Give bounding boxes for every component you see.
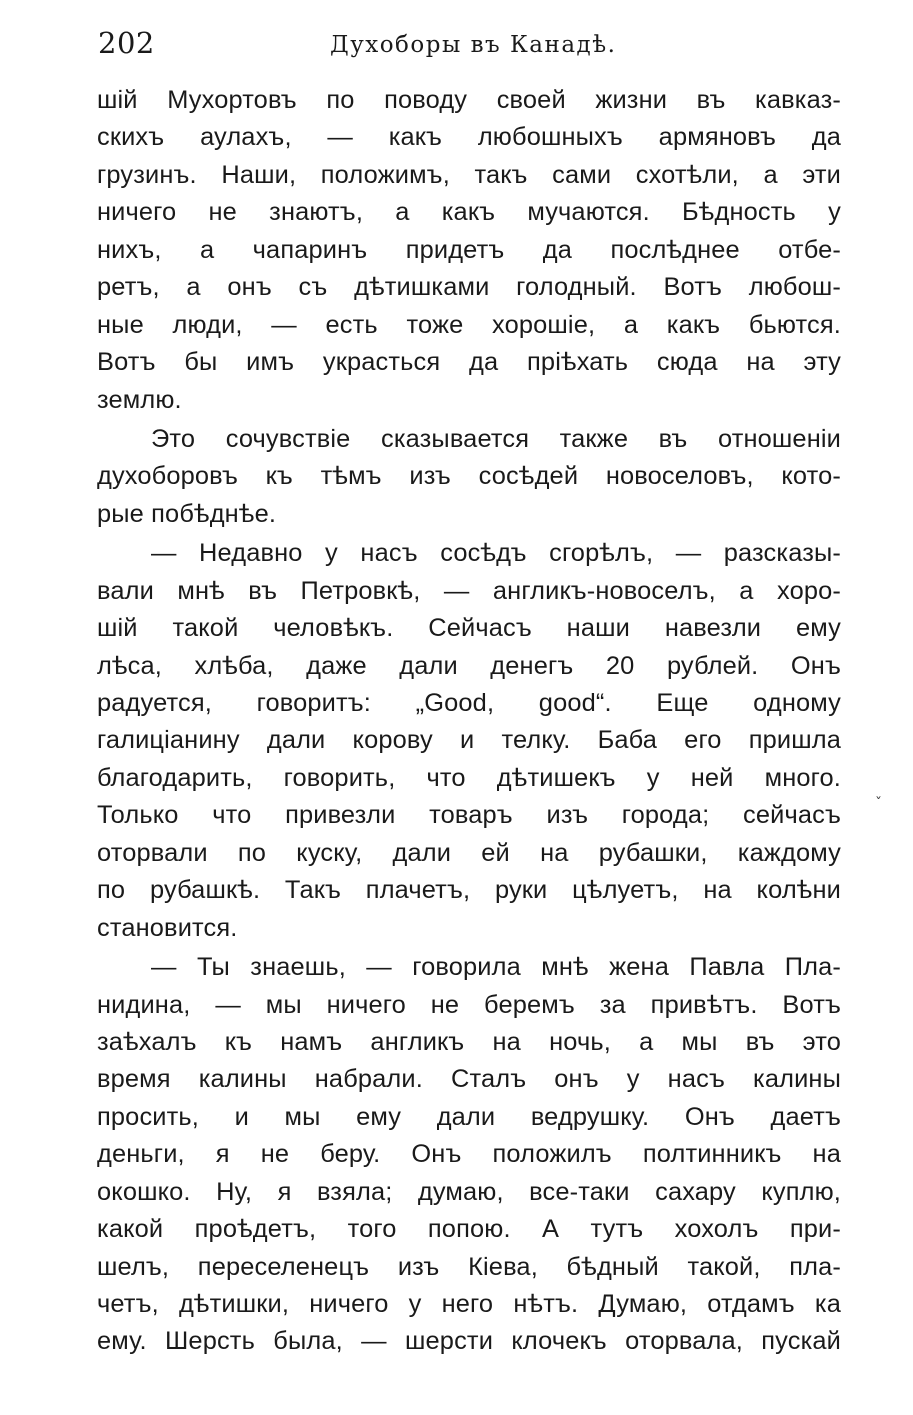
text-line: нихъ, а чапаринъ придетъ да послѣднее отбе- bbox=[97, 235, 841, 264]
margin-mark: ˇ bbox=[875, 796, 882, 812]
text-line: просить, и мы ему дали ведрушку. Онъ даетъ bbox=[97, 1102, 841, 1131]
text-line: оторвали по куску, дали ей на рубашки, каждому bbox=[97, 838, 841, 867]
text-line: по рубашкѣ. Такъ плачетъ, руки цѣлуетъ, на колѣни bbox=[97, 876, 841, 905]
body-text bbox=[97, 82, 841, 1361]
text-line: рые побѣднѣе. bbox=[97, 499, 277, 528]
text-line: деньги, я не беру. Онъ положилъ полтинникъ на bbox=[97, 1140, 841, 1169]
text-line: ретъ, а онъ съ дѣтишками голодный. Вотъ любош- bbox=[97, 273, 841, 302]
text-line: окошко. Ну, я взяла; думаю, все-таки сахару куплю, bbox=[97, 1177, 841, 1206]
paragraph bbox=[97, 535, 841, 947]
text-line: шій Мухортовъ по поводу своей жизни въ кавказ- bbox=[97, 86, 841, 114]
text-line: радуется, говоритъ: „Good, good“. Еще одному bbox=[97, 689, 841, 717]
text-line: — Недавно у насъ сосѣдъ сгорѣлъ, — разсказы- bbox=[151, 539, 841, 568]
text-line: четъ, дѣтишки, ничего у него нѣтъ. Думаю, отдамъ ка bbox=[97, 1290, 841, 1318]
text-line: время калины набрали. Сталъ онъ у насъ калины bbox=[97, 1065, 841, 1094]
text-line: какой проѣдетъ, того попою. А тутъ хохолъ при- bbox=[97, 1215, 841, 1244]
text-line: шій такой человѣкъ. Сейчасъ наши навезли ему bbox=[97, 614, 841, 643]
page-header bbox=[98, 22, 843, 70]
text-line: ничего не знаютъ, а какъ мучаются. Бѣдность у bbox=[97, 198, 841, 227]
text-line: лѣса, хлѣба, даже дали денегъ 20 рублей. Онъ bbox=[97, 651, 841, 680]
text-line: галиціанину дали корову и телку. Баба его пришла bbox=[97, 726, 841, 755]
text-line: землю. bbox=[97, 385, 182, 414]
text-line: Вотъ бы имъ украсться да пріѣхать сюда на эту bbox=[97, 348, 841, 377]
text-line: нидина, — мы ничего не беремъ за привѣтъ. Вотъ bbox=[97, 990, 841, 1019]
paragraph bbox=[97, 949, 841, 1361]
text-line: грузинъ. Наши, положимъ, такъ сами схотѣли, а эти bbox=[97, 160, 841, 189]
text-line: Только что привезли товаръ изъ города; сейчасъ bbox=[97, 801, 841, 830]
text-line: ные люди, — есть тоже хорошіе, а какъ бьются. bbox=[97, 310, 841, 339]
text-line: духоборовъ къ тѣмъ изъ сосѣдей новоселовъ, кото- bbox=[97, 462, 841, 491]
text-line: ему. Шерсть была, — шерсти клочекъ оторвала, пускай bbox=[97, 1327, 841, 1356]
text-line: — Ты знаешь, — говорила мнѣ жена Павла Пла- bbox=[151, 953, 841, 982]
text-line: заѣхалъ къ намъ англикъ на ночь, а мы въ это bbox=[97, 1027, 841, 1056]
text-line: шелъ, переселенецъ изъ Кіева, бѣдный такой, пла- bbox=[97, 1252, 841, 1281]
text-line: становится. bbox=[97, 913, 238, 942]
text-line: Это сочувствіе сказывается также въ отношеніи bbox=[151, 424, 841, 453]
paragraph bbox=[97, 82, 841, 419]
running-title: Духоборы въ Канадѣ. bbox=[330, 32, 617, 58]
paragraph bbox=[97, 421, 841, 533]
text-line: благодарить, говорить, что дѣтишекъ у ней много. bbox=[97, 763, 841, 792]
text-line: вали мнѣ въ Петровкѣ, — англикъ-новоселъ, а хоро- bbox=[97, 576, 841, 605]
page-number: 202 bbox=[98, 26, 155, 60]
text-line: скихъ аулахъ, — какъ любошныхъ армяновъ да bbox=[97, 123, 841, 152]
